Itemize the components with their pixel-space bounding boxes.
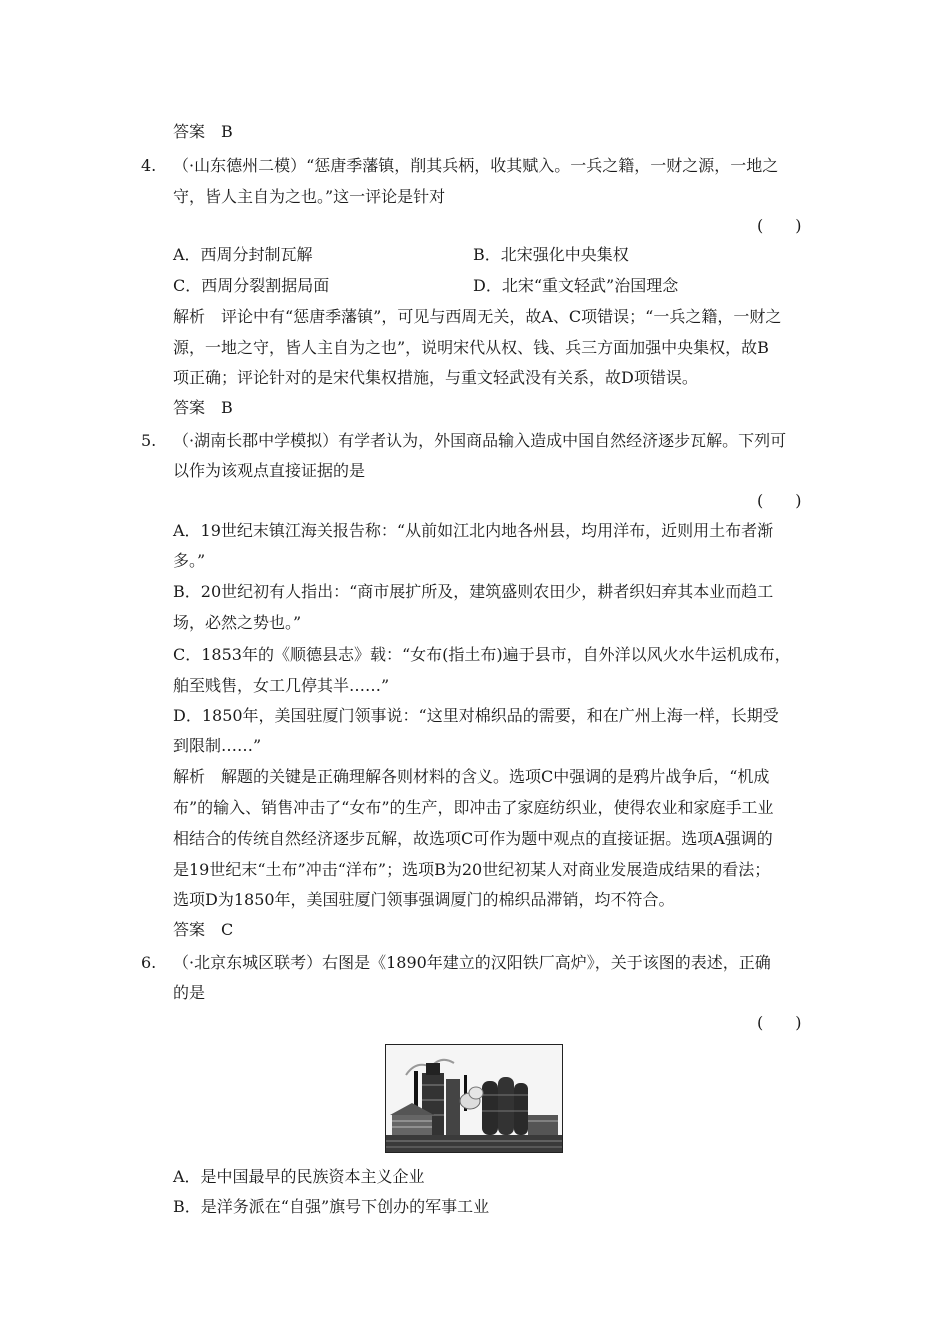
q5-answer-paren: ( ) — [757, 491, 802, 510]
q5-option-a-line1: A．19世纪末镇江海关报告称：“从前如江北内地各州县，均用洋布，近则用土布者渐 — [173, 521, 774, 540]
q4-analysis-line3: 项正确；评论针对的是宋代集权措施，与重文轻武没有关系，故D项错误。 — [173, 368, 698, 387]
q5-answer: 答案 C — [173, 920, 234, 939]
blast-furnace-illustration — [386, 1045, 562, 1152]
q5-option-d-line1: D．1850年，美国驻厦门领事说：“这里对棉织品的需要，和在广州上海一样，长期受 — [173, 706, 779, 725]
q6-answer-paren: ( ) — [757, 1013, 802, 1032]
q4-number: 4. — [141, 156, 157, 175]
q5-option-d-line2: 到限制……” — [173, 736, 262, 755]
q6-number: 6. — [141, 953, 157, 972]
q5-option-b-line2: 场，必然之势也。” — [173, 613, 302, 632]
q3-answer: 答案 B — [173, 122, 233, 141]
q4-stem-line1: （·山东德州二模）“惩唐季藩镇，削其兵柄，收其赋入。一兵之籍，一财之源，一地之 — [173, 156, 779, 175]
q5-option-c-line2: 舶至贱售，女工几停其半……” — [173, 676, 390, 695]
q5-option-a-line2: 多。” — [173, 551, 206, 570]
q4-option-a: A．西周分封制瓦解 — [173, 245, 313, 264]
q6-option-a: A．是中国最早的民族资本主义企业 — [173, 1167, 425, 1186]
q6-stem-line2: 的是 — [173, 983, 206, 1002]
q6-stem-line1: （·北京东城区联考）右图是《1890年建立的汉阳铁厂高炉》，关于该图的表述，正确 — [173, 953, 771, 972]
q4-analysis-line1: 解析 评论中有“惩唐季藩镇”，可见与西周无关，故A、C项错误；“一兵之籍，一财之 — [173, 307, 782, 326]
q6-option-b: B．是洋务派在“自强”旗号下创办的军事工业 — [173, 1197, 490, 1216]
q5-stem-line1: （·湖南长郡中学模拟）有学者认为，外国商品输入造成中国自然经济逐步瓦解。下列可 — [173, 431, 787, 450]
q4-option-b: B．北宋强化中央集权 — [473, 245, 629, 264]
q5-number: 5. — [141, 431, 157, 450]
q5-analysis-line1: 解析 解题的关键是正确理解各则材料的含义。选项C中强调的是鸦片战争后，“机成 — [173, 767, 770, 786]
q4-answer: 答案 B — [173, 398, 233, 417]
q4-option-c: C．西周分裂割据局面 — [173, 276, 330, 295]
q5-analysis-line3: 相结合的传统自然经济逐步瓦解，故选项C可作为题中观点的直接证据。选项A强调的 — [173, 829, 773, 848]
q5-stem-line2: 以作为该观点直接证据的是 — [173, 461, 366, 480]
q5-analysis-line4: 是19世纪末“土布”冲击“洋布”；选项B为20世纪初某人对商业发展造成结果的看法； — [173, 860, 771, 879]
q4-answer-paren: ( ) — [757, 216, 802, 235]
hanyang-furnace-figure — [385, 1044, 563, 1153]
q5-analysis-line2: 布”的输入、销售冲击了“女布”的生产，即冲击了家庭纺织业，使得农业和家庭手工业 — [173, 798, 774, 817]
q4-stem-line2: 守，皆人主自为之也。”这一评论是针对 — [173, 187, 446, 206]
q4-analysis-line2: 源，一地之守，皆人主自为之也”，说明宋代从权、钱、兵三方面加强中央集权，故B — [173, 338, 769, 357]
q5-option-c-line1: C．1853年的《顺德县志》载：“女布(指土布)遍于县市，自外洋以风火水牛运机成布， — [173, 645, 791, 664]
q4-option-d: D．北宋“重文轻武”治国理念 — [473, 276, 679, 295]
q5-analysis-line5: 选项D为1850年，美国驻厦门领事强调厦门的棉织品滞销，均不符合。 — [173, 890, 675, 909]
q5-option-b-line1: B．20世纪初有人指出：“商市展扩所及，建筑盛则农田少，耕者织妇弃其本业而趋工 — [173, 582, 774, 601]
